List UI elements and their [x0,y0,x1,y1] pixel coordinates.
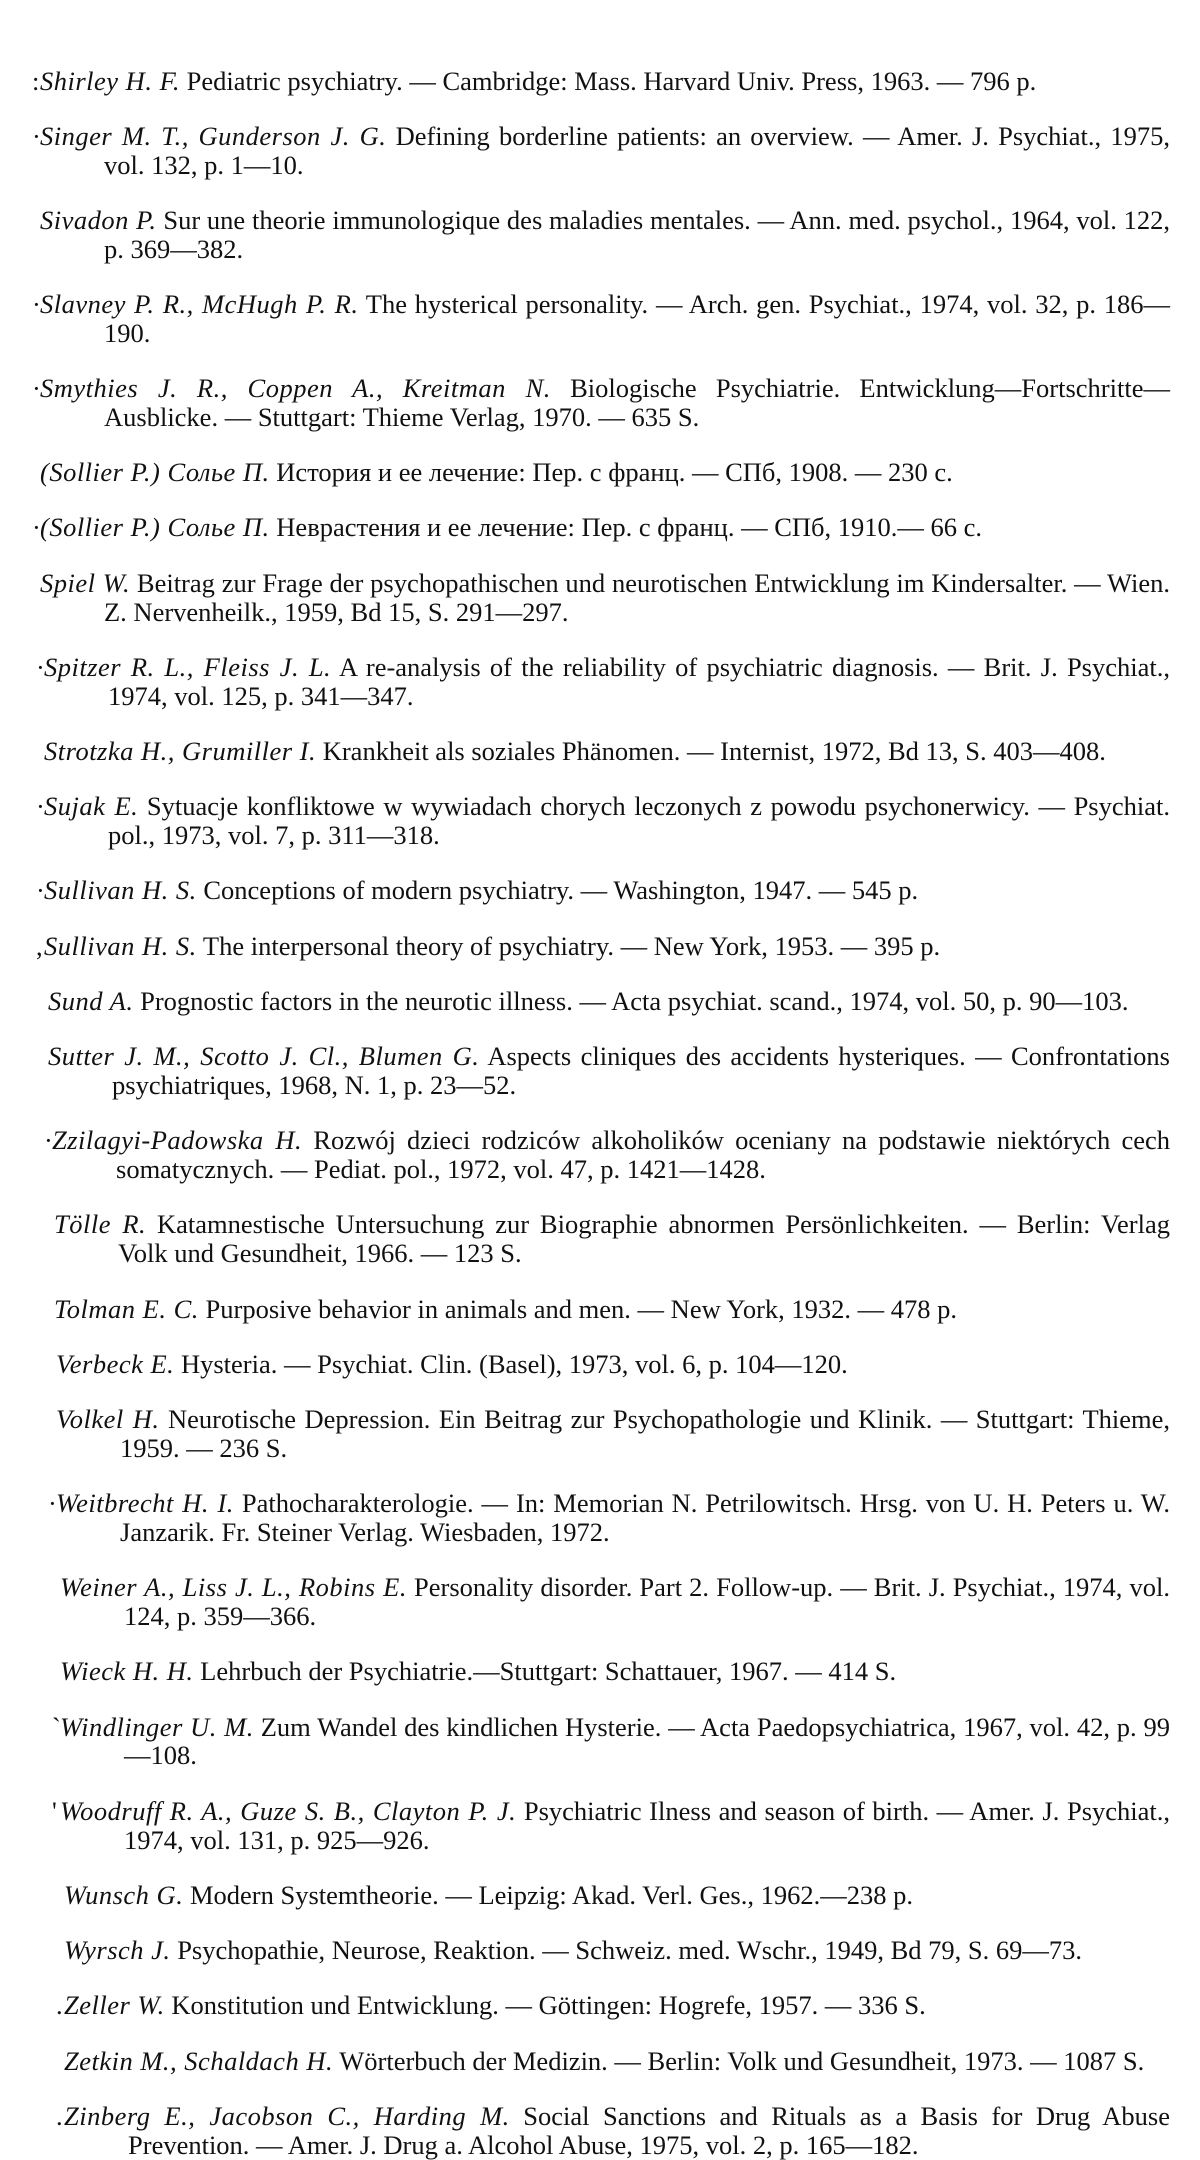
reference-entry: ·Singer M. T., Gunderson J. G. Defining borderline patients: an overview. — Amer. J. Psychiat., 1975, vol. 132, p. 1—10. [32,120,1170,180]
reference-authors: Sujak E. [44,791,139,822]
reference-entry: ·Weitbrecht H. I. Pathocharakterologie. — In: Memorian N. Petrilowitsch. Hrsg. von U. H. Peters u. W. Janzarik. Fr. Steiner Verlag. Wiesbaden, 1972. [48,1488,1170,1547]
reference-entry [60,1657,1170,1686]
reference-text: A re-analysis of the reliability of psychiatric diagnosis. — Brit. J. Psychiat., 1974, vol. 125, p. 341—347. [108,651,1170,711]
reference-text: Psychopathie, Neurose, Reaktion. — Schweiz. med. Wschr., 1949, Bd 79, S. 69—73. [170,1935,1083,1966]
reference-text: Pediatric psychiatry. — Cambridge: Mass. Harvard Univ. Press, 1963. — 796 p. [179,65,1037,96]
reference-entry: :Shirley H. F. Pediatric psychiatry. — Cambridge: Mass. Harvard Univ. Press, 1963. — 796 p. [32,65,1037,96]
reference-authors: (Sollier P.) Солье П. [40,457,270,488]
reference-text: Aspects cliniques des accidents hysteriques. — Confrontations psychiatriques, 1968, N. 1, p. 23—52. [112,1041,1170,1101]
reference-text: Неврастения и ее лечение: Пер. с франц. — СПб, 1910.— 66 с. [269,512,983,543]
reference-text: Defining borderline patients: an overview. — Amer. J. Psychiat., 1975, vol. 132, p. 1—10. [104,120,1170,180]
reference-entry: ·(Sollier P.) Солье П. Неврастения и ее лечение: Пер. с франц. — СПб, 1910.— 66 с. [32,512,983,543]
reference-authors: Spiel W. [40,567,131,598]
reference-authors: Smythies J. R., Coppen A., Kreitman N. [40,373,551,404]
reference-entry [64,1936,1170,1965]
reference-authors: Shirley H. F. [40,65,180,96]
reference-text: Zum Wandel des kindlichen Hysterie. — Acta Paedopsychiatrica, 1967, vol. 42, p. 99—108. [124,1711,1170,1771]
reference-entry: ·Smythies J. R., Coppen A., Kreitman N. Biologische Psychiatrie. Entwicklung—Fortschritte—Ausblicke. — Stuttgart: Thieme Verlag, 1970. — 635 S. [32,373,1170,432]
reference-text: Konstitution und Entwicklung. — Göttingen: Hogrefe, 1957. — 336 S. [164,1990,926,2021]
reference-list [32,65,1171,2160]
reference-authors: Woodruff R. A., Guze S. B., Clayton P. J. [60,1795,517,1826]
reference-authors: Weiner A., Liss J. L., Robins E. [60,1572,407,1603]
reference-authors: Wunsch G. [64,1879,184,1910]
reference-entry: .Zinberg E., Jacobson C., Harding M. Social Sanctions and Rituals as a Basis for Drug Abuse Prevention. — Amer. J. Drug a. Alcohol Abuse, 1975, vol. 2, p. 165—182. [56,2101,1170,2160]
reference-authors: Sullivan H. S. [44,930,197,961]
reference-text: The interpersonal theory of psychiatry. — New York, 1953. — 395 p. [196,930,941,961]
reference-authors: Spitzer R. L., Fleiss J. L. [44,651,332,682]
reference-entry [48,1042,1170,1100]
reference-authors: Tolman E. C. [54,1293,199,1324]
reference-text: Beitrag zur Frage der psychopathischen und neurotischen Entwicklung im Kindersalter. — Wien. Z. Nervenheilk., 1959, Bd 15, S. 291—297. [104,567,1170,627]
reference-entry [48,987,1170,1016]
reference-entry: ·Slavney P. R., McHugh P. R. The hysterical personality. — Arch. gen. Psychiat., 1974, vol. 32, p. 186—190. [32,288,1170,348]
reference-text: Rozwój dzieci rodziców alkoholików oceniany na podstawie niektórych cech somatycznych. — Pediat. pol., 1972, vol. 47, p. 1421—1428. [116,1125,1170,1185]
reference-text: Neurotische Depression. Ein Beitrag zur Psychopathologie und Klinik. — Stuttgart: Thieme, 1959. — 236 S. [120,1404,1171,1463]
reference-entry [40,206,1170,264]
reference-text: Sytuacje konfliktowe w wywiadach chorych leczonych z powodu psychonerwicy. — Psychiat. pol., 1973, vol. 7, p. 311—318. [108,791,1170,851]
reference-entry: ·Zzilagyi-Padowska H. Rozwój dzieci rodziców alkoholików oceniany na podstawie niektórych cech somatycznych. — Pediat. pol., 1972, vol. 47, p. 1421—1428. [44,1125,1170,1185]
reference-entry [54,1295,1170,1324]
reference-authors: Wieck H. H. [60,1656,194,1687]
reference-authors: Zzilagyi-Padowska H. [52,1125,303,1156]
reference-text: Lehrbuch der Psychiatrie.—Stuttgart: Schattauer, 1967. — 414 S. [193,1656,897,1687]
reference-entry: ·Sullivan H. S. Conceptions of modern psychiatry. — Washington, 1947. — 545 p. [36,875,919,906]
reference-text: The hysterical personality. — Arch. gen. Psychiat., 1974, vol. 32, p. 186—190. [104,288,1170,348]
reference-authors: Weitbrecht H. I. [56,1488,234,1519]
reference-text: Wörterbuch der Medizin. — Berlin: Volk und Gesundheit, 1973. — 1087 S. [333,2045,1145,2076]
reference-text: История и ее лечение: Пер. с франц. — СПб, 1908. — 230 с. [269,457,953,488]
reference-authors: Slavney P. R., McHugh P. R. [40,288,359,319]
reference-entry [64,1881,1170,1910]
reference-entry [60,1573,1170,1631]
reference-authors: Zeller W. [64,1990,165,2021]
reference-entry: `Windlinger U. M. Zum Wandel des kindlichen Hysterie. — Acta Paedopsychiatrica, 1967, vol. 42, p. 99—108. [52,1711,1170,1771]
reference-entry [64,2047,1170,2076]
reference-text: Social Sanctions and Rituals as a Basis for Drug Abuse Prevention. — Amer. J. Drug a. Alcohol Abuse, 1975, vol. 2, p. 165—182. [128,2101,1170,2160]
reference-entry [44,737,1170,766]
reference-entry: ' Woodruff R. A., Guze S. B., Clayton P. J. Psychiatric Ilness and season of birth. — Amer. J. Psychiat., 1974, vol. 131, p. 925—926. [52,1795,1171,1855]
reference-authors: Strotzka H., Grumiller I. [44,735,317,766]
reference-entry [56,1405,1170,1463]
reference-authors: Verbeck E. [56,1348,175,1379]
reference-authors: (Sollier P.) Солье П. [40,512,270,543]
reference-authors: Zetkin M., Schaldach H. [64,2045,334,2076]
reference-authors: Sullivan H. S. [44,875,197,906]
reference-text: Prognostic factors in the neurotic illness. — Acta psychiat. scand., 1974, vol. 50, p. 90—103. [133,985,1129,1016]
reference-text: Modern Systemtheorie. — Leipzig: Akad. Verl. Ges., 1962.—238 p. [183,1879,913,1910]
reference-text: Psychiatric Ilness and season of birth. — Amer. J. Psychiat., 1974, vol. 131, p. 925—926. [124,1795,1171,1855]
reference-authors: Volkel H. [56,1404,160,1435]
reference-authors: Zinberg E., Jacobson C., Harding M. [64,2101,510,2132]
reference-entry [54,1210,1170,1268]
reference-text: Krankheit als soziales Phänomen. — Internist, 1972, Bd 13, S. 403—408. [316,735,1106,766]
reference-text: Biologische Psychiatrie. Entwicklung—Fortschritte—Ausblicke. — Stuttgart: Thieme Verlag, 1970. — 635 S. [104,373,1170,432]
reference-text: Hysteria. — Psychiat. Clin. (Basel), 1973, vol. 6, p. 104—120. [174,1348,848,1379]
reference-authors: Singer M. T., Gunderson J. G. [40,120,387,151]
reference-text: Personality disorder. Part 2. Follow-up. — Brit. J. Psychiat., 1974, vol. 124, p. 359—366. [124,1572,1170,1632]
reference-entry [56,1350,1170,1379]
reference-entry: .Zeller W. Konstitution und Entwicklung. — Göttingen: Hogrefe, 1957. — 336 S. [56,1990,926,2021]
reference-entry: ·Spitzer R. L., Fleiss J. L. A re-analysis of the reliability of psychiatric diagnosis. — Brit. J. Psychiat., 1974, vol. 125, p. 341—347. [36,651,1170,711]
reference-text: Katamnestische Untersuchung zur Biographie abnormen Persönlichkeiten. — Berlin: Verlag Volk und Gesundheit, 1966. — 123 S. [118,1209,1170,1269]
reference-authors: Wyrsch J. [64,1935,171,1966]
reference-authors: Windlinger U. M. [60,1711,254,1742]
reference-authors: Sivadon P. [40,204,157,235]
reference-text: Pathocharakterologie. — In: Memorian N. Petrilowitsch. Hrsg. von U. H. Peters u. W. Janzarik. Fr. Steiner Verlag. Wiesbaden, 1972. [120,1488,1170,1547]
reference-entry: ,Sullivan H. S. The interpersonal theory of psychiatry. — New York, 1953. — 395 p. [36,930,941,961]
reference-entry [40,458,1170,487]
reference-text: Purposive behavior in animals and men. — New York, 1932. — 478 p. [198,1293,958,1324]
reference-entry [40,569,1170,627]
reference-entry: ·Sujak E. Sytuacje konfliktowe w wywiadach chorych leczonych z powodu psychonerwicy. — Psychiat. pol., 1973, vol. 7, p. 311—318. [36,791,1170,851]
reference-authors: Sund A. [48,985,134,1016]
reference-authors: Tölle R. [54,1209,147,1240]
reference-authors: Sutter J. M., Scotto J. Cl., Blumen G. [48,1041,480,1072]
reference-text: Conceptions of modern psychiatry. — Washington, 1947. — 545 p. [196,875,919,906]
reference-text: Sur une theorie immunologique des maladies mentales. — Ann. med. psychol., 1964, vol. 122, p. 369—382. [104,204,1170,264]
